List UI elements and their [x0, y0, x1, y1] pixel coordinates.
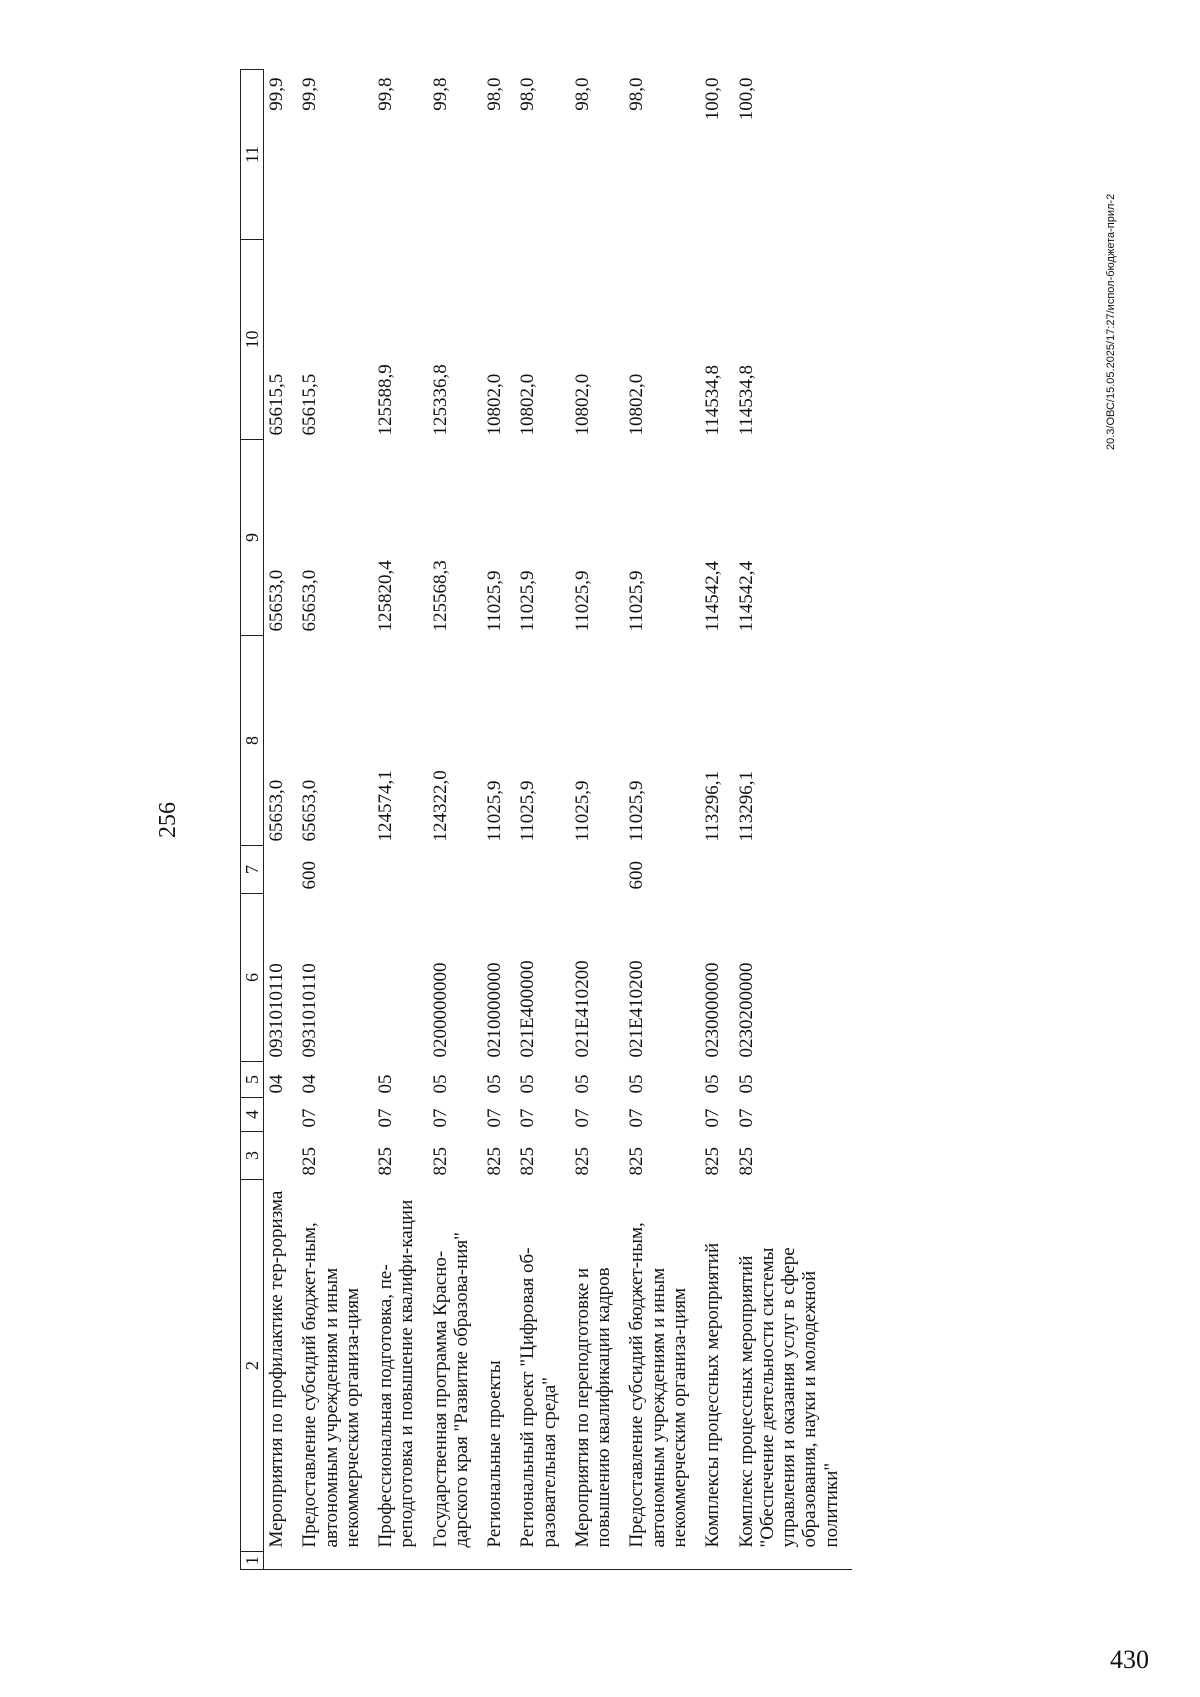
cell-c7: 600	[299, 861, 321, 890]
cell-c9: 125568,3	[429, 560, 451, 632]
page-number: 256	[155, 802, 181, 838]
cell-c5: 05	[429, 1074, 451, 1094]
cell-c6: 0230200000	[735, 962, 757, 1058]
cell-c10: 10802,0	[484, 373, 506, 436]
header-cell: 2	[241, 1180, 264, 1552]
cell-c11: 98,0	[626, 77, 648, 111]
cell-c7	[515, 846, 570, 894]
footer-code: 20.3/ОВС/15.05.2025/17:27/испол-бюджета-прил-2	[1105, 193, 1117, 450]
cell-c6: 0931010110	[299, 963, 321, 1058]
cell-c9: 65653,0	[299, 569, 321, 632]
cell-c11: 98,0	[484, 77, 506, 111]
cell-c8: 124574,1	[375, 770, 397, 842]
cell-c7	[570, 846, 625, 894]
cell-c3: 825	[626, 1147, 648, 1176]
cell-c7	[482, 846, 515, 894]
cell-c8: 124322,0	[429, 770, 451, 842]
cell-c4: 07	[571, 1108, 593, 1128]
row-name: Мероприятия по переподготовке и повышению квалификации кадров	[571, 1267, 615, 1548]
row-name: Комплекс процессных мероприятий "Обеспечение деятельности системы управления и оказания услуг в сфере образования, науки и молодежной политики"	[735, 1247, 842, 1548]
cell-c8: 113296,1	[702, 770, 724, 842]
cell-c7: 600	[626, 861, 648, 890]
header-cell: 4	[241, 1098, 264, 1132]
cell-c5: 05	[702, 1074, 724, 1094]
cell-c6: 021Е410200	[626, 960, 648, 1058]
cell-c6: 0931010110	[266, 963, 287, 1058]
cell-c10: 65615,5	[266, 373, 287, 436]
cell-c5: 05	[484, 1074, 506, 1094]
row-name: Региональные проекты	[484, 1360, 506, 1548]
cell-c9: 114542,4	[702, 560, 724, 632]
cell-c9: 11025,9	[484, 570, 506, 632]
header-cell: 7	[241, 846, 264, 894]
cell-c6: 0230000000	[702, 962, 724, 1058]
row-name: Предоставление субсидий бюджет-ным, автономным учреждениям и иным некоммерческим организа-циям	[626, 1222, 690, 1548]
cell-c7	[373, 846, 428, 894]
row-name: Мероприятия по профилактике тер-роризма	[266, 1190, 287, 1548]
cell-c7	[700, 846, 733, 894]
cell-c3: 825	[735, 1147, 757, 1176]
row-name: Предоставление субсидий бюджет-ным, автономным учреждениям и иным некоммерческим организа-циям	[299, 1222, 363, 1548]
cell-c10: 10802,0	[626, 373, 648, 436]
cell-c6: 021Е410200	[571, 960, 593, 1058]
cell-c9: 114542,4	[735, 560, 757, 632]
table-row	[297, 70, 373, 1570]
header-cell: 10	[241, 240, 264, 440]
cell-c5: 05	[375, 1074, 397, 1094]
budget-table	[240, 69, 852, 1570]
cell-c8: 65653,0	[299, 779, 321, 842]
cell-c11: 98,0	[571, 77, 593, 111]
cell-c3: 825	[517, 1147, 539, 1176]
cell-c10: 10802,0	[571, 373, 593, 436]
cell-c10: 125336,8	[429, 364, 451, 436]
cell-c4: 07	[484, 1108, 506, 1128]
cell-c10: 65615,5	[299, 373, 321, 436]
cell-c4	[264, 1098, 298, 1132]
header-cell: 8	[241, 636, 264, 846]
header-cell: 6	[241, 894, 264, 1062]
cell-c8: 11025,9	[626, 780, 648, 842]
cell-c9: 125820,4	[375, 560, 397, 632]
cell-c8: 11025,9	[517, 780, 539, 842]
cell-c9: 11025,9	[571, 570, 593, 632]
cell-c4: 07	[702, 1108, 724, 1128]
cell-c4: 07	[299, 1108, 321, 1128]
cell-c6: 0210000000	[484, 962, 506, 1058]
row-name: Профессиональная подготовка, пе-реподготовка и повышение квалифи-кации	[375, 1199, 418, 1548]
cell-c6: 021Е400000	[517, 960, 539, 1058]
cell-c3: 825	[429, 1147, 451, 1176]
cell-c10: 114534,8	[702, 364, 724, 436]
rotated-page	[155, 70, 1115, 1570]
header-cell: 3	[241, 1132, 264, 1180]
cell-c11: 99,9	[299, 77, 321, 111]
cell-c7	[734, 846, 852, 894]
cell-c11: 99,8	[375, 77, 397, 111]
table-row	[482, 70, 515, 1570]
header-cell: 9	[241, 440, 264, 636]
cell-c3: 825	[702, 1147, 724, 1176]
cell-c9: 11025,9	[517, 570, 539, 632]
cell-c4: 07	[375, 1108, 397, 1128]
cell-c11: 98,0	[517, 77, 539, 111]
header-cell: 5	[241, 1062, 264, 1098]
cell-c5: 05	[571, 1074, 593, 1094]
cell-c9: 65653,0	[266, 569, 287, 632]
cell-c3: 825	[299, 1147, 321, 1176]
cell-c10: 114534,8	[735, 364, 757, 436]
cell-c5: 05	[735, 1074, 757, 1094]
cell-c10: 125588,9	[375, 364, 397, 436]
table-row	[570, 70, 625, 1570]
cell-c3: 825	[571, 1147, 593, 1176]
header-row	[241, 70, 264, 1570]
cell-c11: 100,0	[702, 77, 724, 121]
cell-c8: 11025,9	[571, 780, 593, 842]
table-row	[515, 70, 570, 1570]
cell-c3	[264, 1132, 298, 1180]
cell-c6	[373, 894, 428, 1062]
cell-c8: 65653,0	[266, 779, 287, 842]
cell-c7	[428, 846, 483, 894]
cell-c3: 825	[484, 1147, 506, 1176]
cell-c4: 07	[429, 1108, 451, 1128]
row-name: Комплексы процессных мероприятий	[702, 1242, 724, 1548]
row-name: Государственная программа Красно-дарского края "Развитие образова-ния"	[429, 1232, 472, 1548]
table-row	[624, 70, 700, 1570]
table-row	[428, 70, 483, 1570]
cell-c11: 99,9	[266, 77, 287, 111]
cell-c8: 11025,9	[484, 780, 506, 842]
table-row	[373, 70, 428, 1570]
header-cell: 11	[241, 70, 264, 240]
cell-c4: 07	[626, 1108, 648, 1128]
cell-c4: 07	[517, 1108, 539, 1128]
cell-c11: 100,0	[735, 77, 757, 121]
cell-c5: 05	[517, 1074, 539, 1094]
cell-c3: 825	[375, 1147, 397, 1176]
row-name: Региональный проект "Цифровая об-разовательная среда"	[517, 1247, 560, 1548]
cell-c8: 113296,1	[735, 770, 757, 842]
cell-c5: 04	[266, 1074, 287, 1094]
cell-c5: 05	[626, 1074, 648, 1094]
cell-c6: 0200000000	[429, 962, 451, 1058]
corner-page-number: 430	[1110, 1645, 1149, 1674]
cell-c11: 99,8	[429, 77, 451, 111]
table-row	[264, 70, 298, 1570]
header-cell: 1	[241, 1552, 264, 1570]
table-row	[734, 70, 852, 1570]
cell-c7	[264, 846, 298, 894]
cell-c5: 04	[299, 1074, 321, 1094]
table-row	[700, 70, 733, 1570]
cell-c9: 11025,9	[626, 570, 648, 632]
cell-c4: 07	[735, 1108, 757, 1128]
cell-c10: 10802,0	[517, 373, 539, 436]
